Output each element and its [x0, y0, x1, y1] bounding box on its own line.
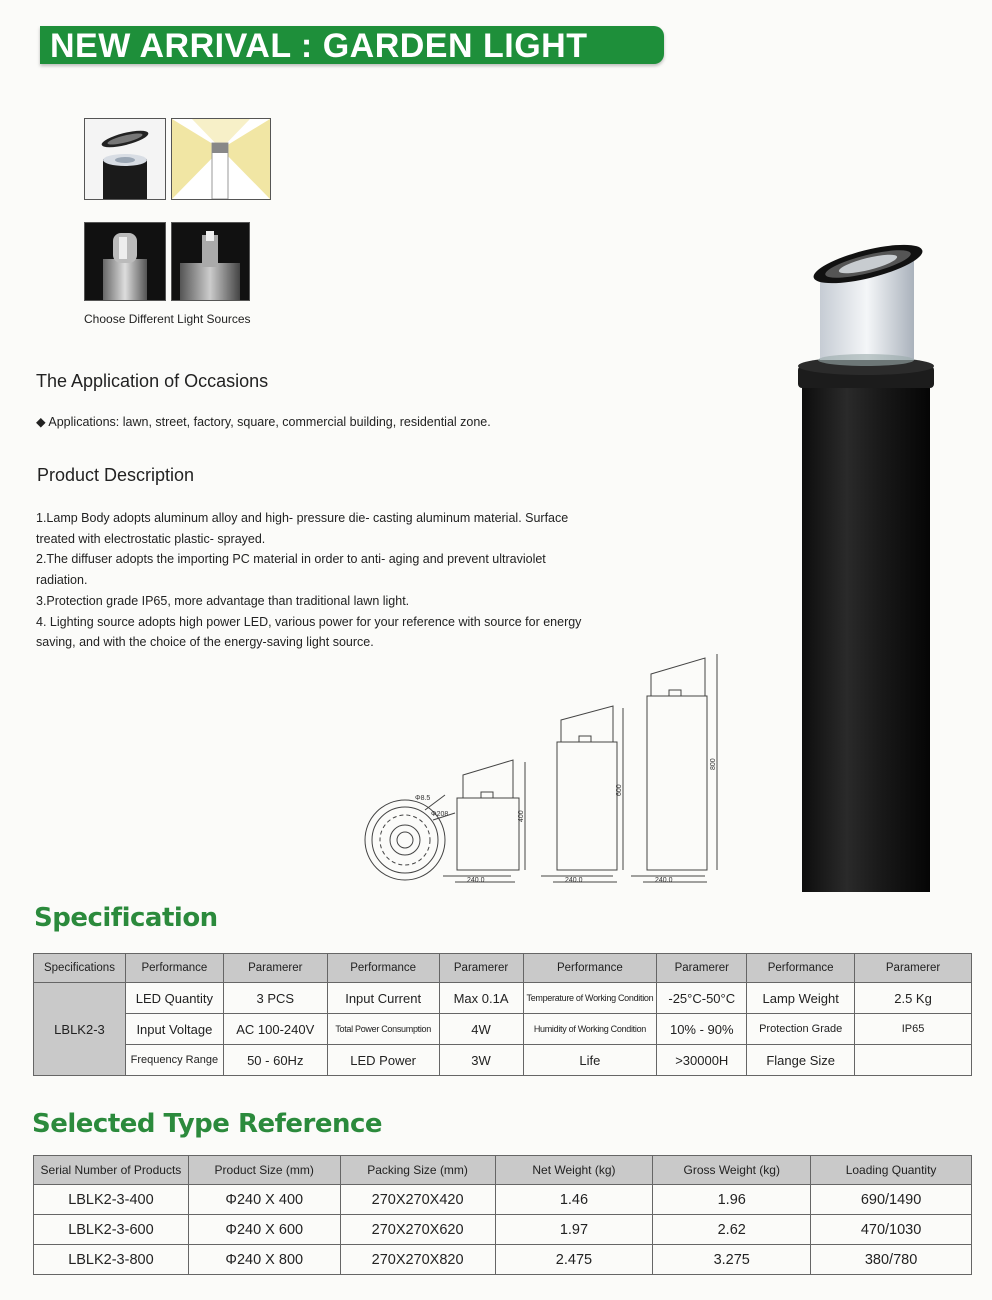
dimension-drawing [355, 650, 725, 890]
reference-row [34, 1245, 972, 1275]
spec-cell: Flange Size [747, 1045, 855, 1076]
page-title: NEW ARRIVAL : GARDEN LIGHT [50, 27, 588, 65]
specification-title: Specification [34, 903, 218, 933]
spec-cell: 3W [439, 1045, 523, 1076]
spec-cell: IP65 [855, 1014, 972, 1045]
reference-header: Packing Size (mm) [340, 1156, 495, 1185]
dim-height-800: 800 [710, 758, 717, 770]
spec-header: Specifications [34, 954, 126, 983]
spec-cell: 10% - 90% [657, 1014, 747, 1045]
spec-cell [855, 1045, 972, 1076]
spec-cell: Input Voltage [125, 1014, 223, 1045]
dim-label-phi-208: Φ208 [431, 811, 449, 818]
spec-header-row [34, 954, 972, 983]
reference-cell: 2.475 [495, 1245, 653, 1275]
reference-cell: 2.62 [653, 1215, 811, 1245]
lamp-400-outline [457, 798, 519, 870]
spec-header: Performance [327, 954, 439, 983]
spec-cell: Lamp Weight [747, 983, 855, 1014]
reference-cell: Φ240 X 600 [188, 1215, 340, 1245]
spec-row [34, 1045, 972, 1076]
spec-cell: Total Power Consumption [327, 1014, 439, 1045]
spec-header: Performance [747, 954, 855, 983]
light-source-2-illustration [172, 223, 249, 300]
reference-cell: 3.275 [653, 1245, 811, 1275]
lamp-head-illustration [85, 119, 165, 199]
spec-row [34, 983, 972, 1014]
spec-cell: 3 PCS [223, 983, 327, 1014]
application-text: ◆ Applications: lawn, street, factory, square, commercial building, residential zone. [36, 415, 491, 429]
spec-cell: Protection Grade [747, 1014, 855, 1045]
spec-cell: Frequency Range [125, 1045, 223, 1076]
reference-header: Serial Number of Products [34, 1156, 189, 1185]
dim-width-600: 240.0 [565, 877, 583, 884]
reference-title: Selected Type Reference [32, 1109, 383, 1139]
spec-cell: Life [523, 1045, 657, 1076]
reference-cell: LBLK2-3-400 [34, 1185, 189, 1215]
reference-header: Loading Quantity [811, 1156, 972, 1185]
dim-height-600: 600 [616, 784, 623, 796]
spec-cell: Temperature of Working Condition [523, 983, 657, 1014]
reference-cell: Φ240 X 400 [188, 1185, 340, 1215]
reference-cell: Φ240 X 800 [188, 1245, 340, 1275]
title-banner [40, 26, 664, 64]
description-heading: Product Description [37, 465, 195, 485]
reference-cell: 1.46 [495, 1185, 653, 1215]
reference-cell: 270X270X620 [340, 1215, 495, 1245]
reference-header: Net Weight (kg) [495, 1156, 653, 1185]
spec-header: Paramerer [855, 954, 972, 983]
light-beam-illustration [172, 119, 270, 199]
reference-cell: 470/1030 [811, 1215, 972, 1245]
description-item: 3.Protection grade IP65, more advantage than traditional lawn light. [36, 593, 410, 608]
reference-header-row [34, 1156, 972, 1185]
spec-cell: Input Current [327, 983, 439, 1014]
lamp-600-outline [557, 742, 617, 870]
dim-width-400: 240.0 [467, 877, 485, 884]
spec-cell: AC 100-240V [223, 1014, 327, 1045]
spec-row [34, 1014, 972, 1045]
dim-height-400: 400 [518, 810, 525, 822]
spec-cell: -25°C-50°C [657, 983, 747, 1014]
spec-cell: LED Quantity [125, 983, 223, 1014]
spec-header: Paramerer [657, 954, 747, 983]
thumb-light-beam [171, 118, 271, 200]
reference-cell: 380/780 [811, 1245, 972, 1275]
garden-light-photo [796, 236, 936, 896]
lamp-800-outline [647, 696, 707, 870]
reference-cell: 1.96 [653, 1185, 811, 1215]
specification-table [33, 953, 972, 1076]
description-list [36, 508, 596, 653]
application-heading: The Application of Occasions [36, 371, 269, 391]
spec-model: LBLK2-3 [34, 983, 126, 1076]
reference-cell: 1.97 [495, 1215, 653, 1245]
description-item: 2.The diffuser adopts the importing PC material in order to anti- aging and prevent ultraviolet radiation. [36, 552, 546, 588]
thumb-light-source-2 [171, 222, 250, 301]
reference-table [33, 1155, 972, 1275]
spec-cell: Max 0.1A [439, 983, 523, 1014]
reference-row [34, 1185, 972, 1215]
dim-label-phi-8-5: Φ8.5 [415, 795, 431, 802]
spec-header: Paramerer [439, 954, 523, 983]
spec-cell: 50 - 60Hz [223, 1045, 327, 1076]
spec-header: Performance [125, 954, 223, 983]
reference-header: Product Size (mm) [188, 1156, 340, 1185]
reference-cell: 690/1490 [811, 1185, 972, 1215]
reference-cell: LBLK2-3-800 [34, 1245, 189, 1275]
description-item: 1.Lamp Body adopts aluminum alloy and high- pressure die- casting aluminum material. Surface treated with electrostatic plastic- sprayed. [36, 511, 569, 546]
spec-cell: LED Power [327, 1045, 439, 1076]
thumb-light-source-1 [84, 222, 166, 301]
description-item: 4. Lighting source adopts high power LED, various power for your reference with source for energy saving, and with the choice of the energy-saving light source. [36, 614, 582, 650]
spec-header: Performance [523, 954, 657, 983]
spec-cell: Humidity of Working Condition [523, 1014, 657, 1045]
reference-cell: LBLK2-3-600 [34, 1215, 189, 1245]
spec-cell: 4W [439, 1014, 523, 1045]
thumb-lamp-head [84, 118, 166, 200]
reference-cell: 270X270X420 [340, 1185, 495, 1215]
reference-cell: 270X270X820 [340, 1245, 495, 1275]
spec-cell: 2.5 Kg [855, 983, 972, 1014]
gallery-caption: Choose Different Light Sources [84, 312, 251, 326]
light-source-1-illustration [85, 223, 165, 300]
spec-header: Paramerer [223, 954, 327, 983]
reference-header: Gross Weight (kg) [653, 1156, 811, 1185]
reference-row [34, 1215, 972, 1245]
dim-width-800: 240.0 [655, 877, 673, 884]
spec-cell: >30000H [657, 1045, 747, 1076]
